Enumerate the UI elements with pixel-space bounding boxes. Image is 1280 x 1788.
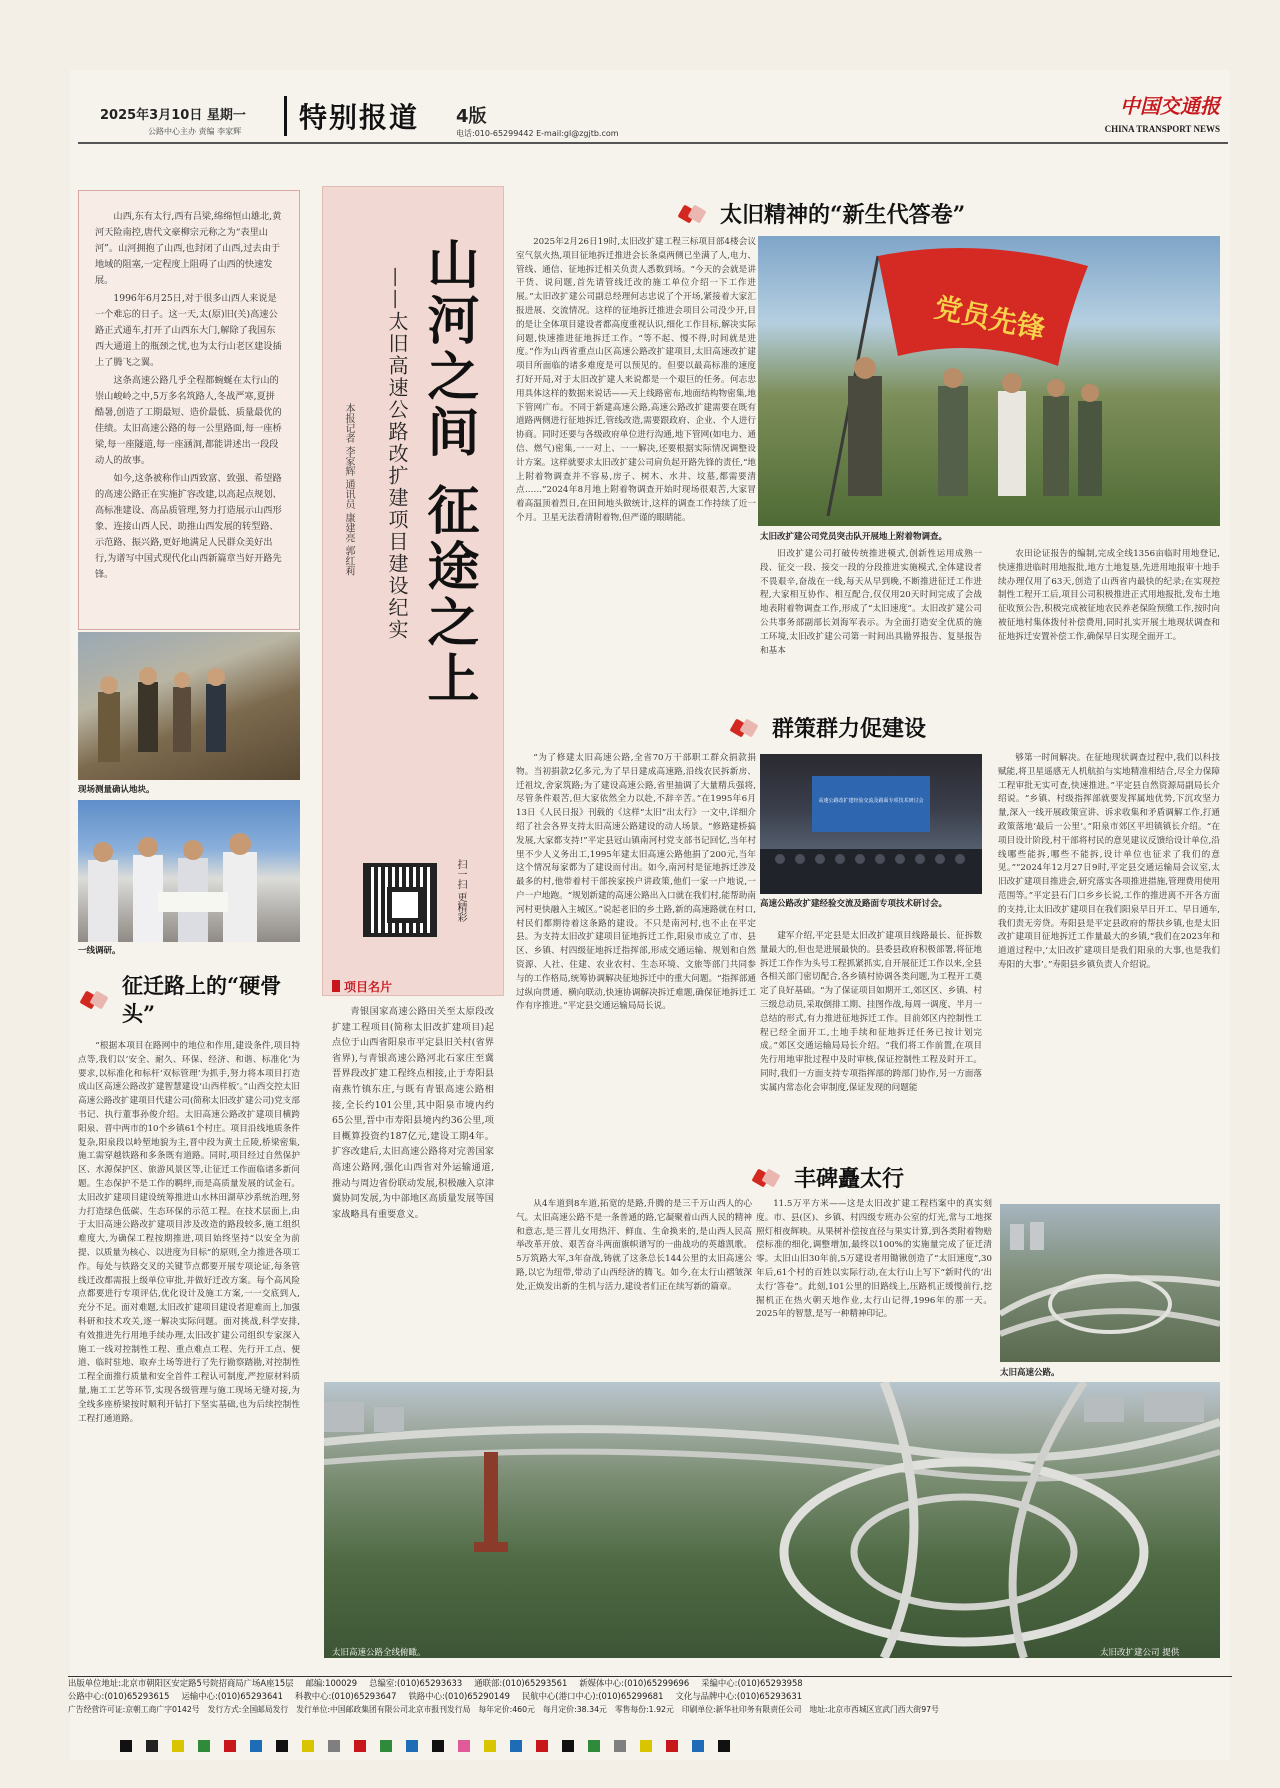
section-heading-1: 征迁路上的“硬骨头” bbox=[82, 972, 304, 1028]
photo-caption: 太旧改扩建公司党员突击队开展地上附着物调查。 bbox=[760, 532, 948, 542]
headline-box bbox=[322, 186, 504, 996]
article-column: 建军介绍,平定县是太旧改扩建项目线路最长、征拆数量最大的,但也是进展最快的。县委县政府积极部署,将征地拆迁工作作为头号工程抓紧抓实,自开展征迁工作以来,全县各相关部门密切配合,各乡镇村协调各类问题,为工程开工奠定了良好基础。“为了保证项目如期开工,郊区区、乡镇、村三级总动员,采取倒排工期、挂图作战,每周一调度、半月一总结的形式,有力推进征地拆迁工作。目前郊区内控制性工程已经全面开工,土地手续和征地拆迁任务已按计划完成。”郊区交通运输局局长介绍。“我们将工作前置,在项目先行用地审批过程中及时审核,保证控制性工程及时开工。同时,我们一方面支持专项指挥部的跨部门协作,另一方面落实属内常态化会审制度,保证发现的问题能 bbox=[760, 931, 982, 1093]
article-column: 够第一时间解决。在征地现状调查过程中,我们以科技赋能,将卫星遥感无人机航拍与实地精准相结合,尽全力保障工程审批无实可查,快速推进。”平定县自然资源局副局长介绍说。“乡镇、村级指挥部就要发挥属地优势,下沉攻坚力量,深入一线开展政策宣讲、诉求收集和矛盾调解工作,打通政策落地‘最后一公里’。”阳泉市郊区平坦镇镇长介绍。“在项目设计阶段,村干部将村民的意见建议反馈给设计单位,沿线哪些能拆,哪些不能拆,设计单位也征求了我们的意见。”“2024年12月27日9时,平定县交通运输局会议室,太旧改扩建项目推进会,研究落实各项推进措施,管理费用使用范围等。”平定县石门口乡乡长说,工作的推进离不开各方面的支持,让太旧改扩建项目在我们阳泉早日开工、早日通车,我们责无旁贷。寿阳县是平定县政府的帮扶乡镇,也是太旧改扩建项目征地拆迁工作量最大的乡镇,“我们在2023年和道道过程中,‘太旧改扩建项目是我们阳泉的大事,也是我们寿阳的大事’。”寿阳县乡镇负责人介绍说。 bbox=[998, 753, 1220, 970]
photo-credit: 太旧改扩建公司 提供 bbox=[1100, 1648, 1180, 1658]
flag-text: 党员先锋 bbox=[931, 290, 1048, 347]
photo-site-survey bbox=[78, 632, 300, 780]
newspaper-logo: 中国交通报 bbox=[1120, 94, 1220, 118]
photo-aerial-view bbox=[324, 1382, 1220, 1658]
photo-caption: 太旧高速公路全线俯瞰。 bbox=[332, 1648, 426, 1658]
article-column: 11.5万平方米——这是太旧改扩建工程档案中的真实刻度。市、县(区)、乡镇、村四级专班办公室的灯光,常与工地探照灯相夜辉映。从果树补偿按直径与果实计算,到各类附着物赔偿标准的细化,调整增加,最终以100%的实施量完成了征迁清零。太旧山旧30年前,5万建设者用锄锹创造了“太旧速度”,30年后,61个村的百姓以实际行动,在太行山上写下“新时代的‘出太行’答卷”。此刻,101公里的旧路线上,压路机正缓慢前行,挖掘机正在热火朝天地作业,太行山记得,1996年的那一天。2025年的智慧,是写一种精神印记。 bbox=[756, 1199, 992, 1320]
screen-icon bbox=[760, 754, 982, 894]
section-title: 特别报道 bbox=[284, 96, 419, 136]
footer-row: 公路中心:(010)65293615 运输中心:(010)65293641 科教中心:(010)65293647 铁路中心:(010)65290149 民航中心(港口中心):(010)65299681 文化与品牌中心:(010)65293631 bbox=[68, 1691, 803, 1701]
photo-conference bbox=[760, 754, 982, 894]
photo-party-members bbox=[758, 236, 1220, 526]
section-heading-3: 群策群力促建设 bbox=[732, 712, 926, 743]
intro-paragraph: 如今,这条被称作山西致富、致强、希望路的高速公路正在实施扩容改建,以高起点规划、高标准建设、高品质管理,努力打造展示山西形象、连接山西人民、助推山西发展的转型路、示范路、振兴路,更好地满足人民群众美好出行,为谱写中国式现代化山西新篇章当好开路先锋。 bbox=[95, 473, 282, 580]
article-column: 农田论证报告的编制,完成全线1356亩临时用地登记,快速推进临时用地报批,地方土地复垦,先进用地报审十地手续办理仅用了63天,创造了山西省内最快的纪录;在实现控制性工程开工后,项目公司积极推进正式用地报批,发布土地征收预公告,积极完成被征地农民养老保险预缴工作,按时向被征地村集体拨付补偿费用,同时扎实开展土地现状调查和征地拆迁安置补偿工作,确保早日实现全面开工。 bbox=[998, 549, 1220, 642]
footer bbox=[68, 1676, 1232, 1716]
newspaper-logo-en: CHINA TRANSPORT NEWS bbox=[1104, 124, 1220, 134]
photo-expressway bbox=[1000, 1204, 1220, 1362]
intro-paragraph: 这条高速公路几乎全程都蜿蜒在太行山的崇山峻岭之中,5万多名筑路人,冬战严寒,夏拼酷暑,创造了工期最短、造价最低、质量最优的佳绩。太旧高速公路的每一公里路面,每一座桥梁,每一座隧道,每一座涵洞,都能讲述出一段段动人的故事。 bbox=[95, 375, 282, 466]
article-column: 旧改扩建公司打破传统推进模式,创新性运用成熟一段、征交一段、接交一段的分段推进实施模式,全体建设者不畏艰辛,奋战在一线,每天从早到晚,不断推进征迁工作进程,大家相互协作、相互配合,仅仅用20天时间完成了会战地表附着物调查工作,形成了“太旧速度”。太旧改扩建公司公共事务部副部长刘海军表示。为全面打造安全优质的施工环境,太旧改扩建公司第一时间出具勘界报告、复垦报告和基本 bbox=[760, 549, 982, 656]
photo-caption: 太旧高速公路。 bbox=[1000, 1368, 1060, 1378]
print-color-bar bbox=[120, 1740, 730, 1752]
intro-paragraph: 1996年6月25日,对于很多山西人来说是一个难忘的日子。这一天,太(原)旧(关)高速公路正式通车,打开了山西东大门,解除了我国东西大通道上的瓶颈之忧,也为太行山老区建设插上了腾飞之翼。 bbox=[95, 293, 282, 368]
screen-text: 高速公路改扩建经验交流及路面专项技术研讨会 bbox=[818, 798, 924, 804]
qr-caption: 扫一扫 更精彩 bbox=[455, 859, 466, 923]
photo-caption: 一线调研。 bbox=[78, 946, 121, 956]
edition-number: 4版 bbox=[456, 106, 487, 127]
people-icon bbox=[78, 800, 300, 942]
section-heading-2: 太旧精神的“新生代答卷” bbox=[680, 198, 965, 229]
article-column: 2025年2月26日19时,太旧改扩建工程三标项目部4楼会议室气氛火热,项目征地拆迁推进会长条桌两侧已坐满了人,电力、管线、通信、征地拆迁相关负责人悉数到场。“今天的会就是讲干货、说问题,首先请管线迁改的施工单位介绍一下工作进展。”太旧改扩建公司副总经理何志忠说了个开场,紧接着大家汇报进展、交流情况。这样的征地拆迁推进会项目公司没少开,目的是让全体项目建设者都高度重视认识,细化工作目标,解决实际问题,快速推进征地拆迁工作。“等不起、慢不得,时间就是进度。”作为山西省重点山区高速公路改扩建项目,太旧高速改扩建项目所面临的诸多难度是可以预见的。但要以最高标准的速度打好开局,对于太旧改扩建人来说都是一个艰巨的任务。何志忠用具体这样的数据来说话——天上线路密布,地面结构物密集,地下管网广布。不同于新建高速公路,高速公路改扩建需要在既有道路两侧进行征地拆迁,管线改造,需要跟政府、企业、个人进行协商。同时还要与各级政府单位进行沟通,地下管网(如电力、通信、燃气)密集,一一对上、一一解决,还要根据实际情况调整设计方案。这样就要求太旧改扩建公司肩负起开路先锋的责任,“地上附着物调查并不容易,房子、树木、水井、坟墓,都需要清点……”2024年8月地上附着物调查开始时现场很艰苦,大家冒着高温顶着烈日,在田间地头做统计,这样的调查工作持续了近一个月。卫星无法看清附着物,但严谨的眼睛能。 bbox=[516, 237, 756, 523]
contact-info: 电话:010-65299442 E-mail:gl@zgjtb.com bbox=[456, 129, 619, 138]
byline: 本报记者 李家辉 通讯员 康建亮 郭红莉 bbox=[343, 403, 354, 576]
section-diamond-icon bbox=[82, 990, 110, 1010]
main-headline: 山河之间 征途之上 bbox=[418, 237, 479, 708]
section-diamond-icon bbox=[680, 204, 708, 224]
section-diamond-icon bbox=[754, 1168, 782, 1188]
photo-caption: 现场测量确认地块。 bbox=[78, 785, 155, 795]
intro-paragraph: 山西,东有太行,西有吕梁,绵绵恒山雄北,黄河天险南控,唐代文豪柳宗元称之为“表里山河”。山河拥抱了山西,也封闭了山西,过去由于地域的阻塞,一定程度上阻碍了山西的快速发展。 bbox=[95, 211, 282, 286]
photo-caption: 高速公路改扩建经验交流及路面专项技术研讨会。 bbox=[760, 899, 948, 909]
qr-code-icon[interactable] bbox=[363, 863, 437, 937]
road-icon bbox=[1000, 1204, 1220, 1362]
interchange-icon bbox=[324, 1382, 1220, 1658]
footer-row: 出版单位地址:北京市朝阳区安定路5号院招商局广场A座15层 邮编:100029 总编室:(010)65293633 通联部:(010)65293561 新媒体中心:(010)65299696 采编中心:(010)65293958 bbox=[68, 1678, 803, 1688]
project-card-tag: 项目名片 bbox=[332, 978, 392, 995]
footer-row: 广告经营许可证:京朝工商广字0142号 发行方式:全国邮局发行 发行单位:中国邮政集团有限公司北京市报刊发行局 每年定价:460元 每月定价:38.34元 零售每份:1.92元 印刷单位:新华社印务有限责任公司 地址:北京市西城区宣武门西大街97号 bbox=[68, 1705, 939, 1714]
sub-headline: ——太旧高速公路改扩建项目建设纪实 bbox=[385, 267, 409, 641]
section-diamond-icon bbox=[732, 718, 760, 738]
masthead bbox=[78, 86, 1228, 144]
masthead-editors: 公路中心主办 责编 李家辉 bbox=[148, 127, 242, 136]
article-column: “根据本项目在路网中的地位和作用,建设条件,项目特点等,我们以‘安全、耐久、环保、经济、和谐、标准化’为要求,以标准化和标杆‘双标管理’为抓手,努力将本项目打造成山区高速公路改扩建智慧建设‘山西样板’。”山西交控太旧高速公路改扩建项目代建公司(简称太旧改扩建公司)党支部书记、执行董事孙俊介绍。太旧高速公路改扩建项目横跨阳泉、晋中两市的10个乡镇61个村庄。项目沿线地质条件复杂,阳泉段以岭堑地貌为主,晋中段为黄土丘陵,桥梁密集,施工需穿越铁路和多条既有道路。同时,项目经过自然保护区、水源保护区、旅游风景区等,让征迁工作面临诸多新问题。生态保护不是工作的羁绊,而是高质量发展的试金石。太旧改扩建项目建设统筹推进山水林田湖草沙系统治理,努力打造绿色低碳、生态环保的示范工程。在技术层面上,由于太旧高速公路改扩建项目涉及改造的路段较多,施工组织难度大,为确保工程按期推进,项目始终坚持“以安全为前提、以质量为核心、以进度为目标”的原则,全力推进各项工作。每处与铁路交叉的关键节点都要开展专项论证,每条管线迁改都需报上级单位审批,并做好迁改方案。每个高风险点都要进行专项评估,优化设计及施工方案,一一交底到人,充分不足。面对难题,太旧改扩建项目建设者迎难而上,加强科研和技术攻关,逐一解决实际问题。面对挑战,科学安排,有效推进先行用地手续办理,太旧改扩建公司组织专家深入施工一线对控制性工程、重点难点工程、先行开工点、便道、临时驻地、取弃土场等进行了先行勘察踏勘,对控制性工程全面推行质量和安全首件工程认可制度,严控原材料质量,施工工艺等环节,实现各级管理与施工现场无缝对接,为全线多座桥梁按时顺利开钻打下坚实基础,也为后续控制性工程打通道路。 bbox=[78, 1041, 300, 1424]
flag-icon bbox=[758, 236, 1220, 526]
article-column: “为了修建太旧高速公路,全省70万干部职工群众捐款捐物。当初捐款2亿多元,为了早日建成高速路,沿线农民拆新房、迁祖坟,舍家筑路;为了建设高速公路,省里抽调了大量精兵强将,尽管条件艰苦,但大家依然全力以赴,不辞辛苦。”在1995年6月13日《人民日报》刊载的《这样“太旧”出太行》一文中,详细介绍了社会各界支持太旧高速公路建设的动人场景。“修路建桥搞发展,大家都支持!”平定县冠山镇南河村党支部书记回忆,当年村里不少人义务出工,1995年建太旧高速公路他捐了200元,当年这个情况每家都为了建设而付出。如今,南河村是征地拆迁涉及最多的村,他带着村干部挨家挨户讲政策,他们一家一户地说,一户一户地跑。“规划新建的高速公路出入口就在我们村,能帮助南河村更快融入主城区。”说起老旧的乡土路,新的高速路就在村口,村民们都期待着这条路的建设。不只是南河村,也不止在平定县。为支持太旧改扩建项目征地拆迁工作,阳泉市成立了市、县区、乡镇、村四级征地拆迁指挥部,形成交通运输、规划和自然资源、人社、住建、农业农村、生态环境、文旅等部门共同参与的工作格局,统筹协调解决征地拆迁中的重大问题。“指挥部通过纵向贯通、横向联动,快速协调解决拆迁难题,确保征地拆迁工作有序推进。”平定县交通运输局局长说。 bbox=[516, 753, 756, 1012]
project-card-text: 青银国家高速公路田关至太原段改扩建工程项目(简称太旧改扩建项目)起点位于山西省阳泉市平定县旧关村(省界省界),与青银高速公路河北石家庄至冀晋界段改扩建工程终点相接,止于寿阳县南燕竹镇东庄,与既有青银高速公路相接,全长约101公里,其中阳泉市境内约65公里,晋中市寿阳县境内约36公里,项目概算投资约187亿元,建设工期4年。扩容改建后,太旧高速公路将对完善国家高速公路网,强化山西省对外运输通道,推动与周边省份联动发展,积极融入京津冀协同发展,为中部地区高质量发展等国家战略具有重要意义。 bbox=[332, 1006, 494, 1220]
article-column: 从4车道到8车道,拓宽的是路,升腾的是三千万山西人的心气。太旧高速公路不是一条普通的路,它凝聚着山西人民的精神和意志,是三晋儿女用热汗、鲜血、生命换来的,是山西人民高举改革开放、艰苦奋斗两面旗帜谱写的一曲战功的英雄凯歌。5万筑路大军,3年奋战,铸就了这条总长144公里的太旧高速公路,以它为纽带,带动了山西经济的腾飞。如今,在太行山褶皱深处,正焕发出新的生机与活力,建设者们正在续写新的篇章。 bbox=[516, 1199, 752, 1292]
section-heading-4: 丰碑矗太行 bbox=[754, 1162, 904, 1193]
photo-field-research bbox=[78, 800, 300, 942]
people-icon bbox=[78, 632, 300, 780]
issue-date: 2025年3月10日 星期一 bbox=[100, 108, 246, 123]
intro-box bbox=[78, 190, 300, 630]
